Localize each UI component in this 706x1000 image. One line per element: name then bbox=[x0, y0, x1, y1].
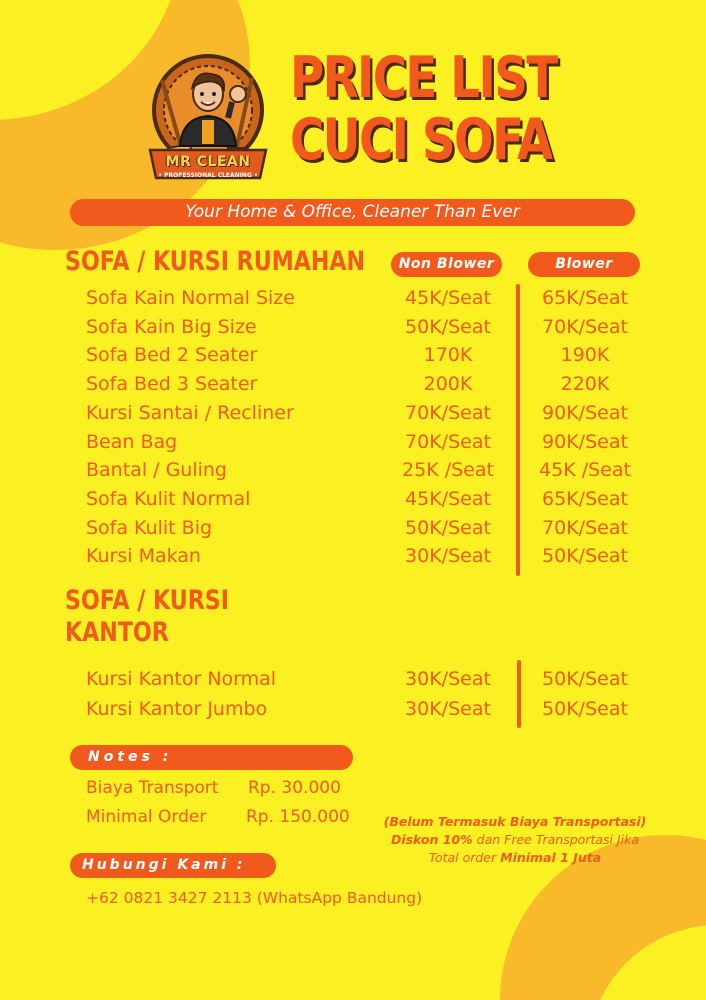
remark-line-1: (Belum Termasuk Biaya Transportasi) bbox=[383, 814, 647, 829]
item-name: Sofa Kulit Normal bbox=[86, 487, 251, 510]
price-non-blower: 30K/Seat bbox=[405, 545, 491, 568]
price-non-blower: 30K/Seat bbox=[405, 668, 491, 690]
price-non-blower: 50K/Seat bbox=[405, 516, 491, 539]
price-blower: 65K/Seat bbox=[542, 287, 628, 309]
price-row bbox=[0, 542, 706, 571]
item-name: Sofa Bed 2 Seater bbox=[86, 344, 258, 367]
price-blower: 65K/Seat bbox=[542, 487, 628, 510]
section-heading-office-line-1: SOFA / KURSI bbox=[65, 585, 229, 616]
tagline-banner: Your Home & Office, Cleaner Than Ever bbox=[70, 199, 635, 226]
remark-line-2 bbox=[355, 831, 675, 849]
remark-minimum: Minimal 1 Juta bbox=[500, 850, 602, 865]
price-non-blower: 45K/Seat bbox=[405, 487, 491, 510]
price-non-blower: 70K/Seat bbox=[405, 430, 491, 453]
price-row bbox=[0, 665, 706, 694]
price-row bbox=[0, 399, 706, 428]
logo-brand-text: MR CLEAN bbox=[165, 154, 251, 170]
price-row bbox=[0, 428, 706, 457]
logo-subtitle-text: • PROFESSIONAL CLEANING • bbox=[158, 172, 258, 179]
price-blower: 90K/Seat bbox=[542, 401, 628, 424]
column-header-blower: Blower bbox=[528, 252, 640, 277]
price-blower: 70K/Seat bbox=[542, 315, 628, 338]
section-heading-home: SOFA / KURSI RUMAHAN bbox=[65, 246, 366, 277]
price-non-blower: 50K/Seat bbox=[405, 315, 491, 338]
notes-heading: Notes : bbox=[70, 745, 353, 770]
price-blower: 190K bbox=[560, 344, 610, 367]
column-header-non-blower: Non Blower bbox=[391, 252, 502, 277]
item-name: Sofa Kain Big Size bbox=[86, 315, 257, 338]
price-row bbox=[0, 370, 706, 399]
item-name: Sofa Kulit Big bbox=[86, 516, 213, 539]
section-heading-office bbox=[65, 585, 229, 649]
remark-discount: Diskon 10% bbox=[390, 832, 473, 847]
price-blower: 50K/Seat bbox=[542, 668, 628, 690]
contact-heading: Hubungi Kami : bbox=[70, 853, 276, 878]
section-heading-office-line-2: KANTOR bbox=[65, 617, 169, 648]
price-non-blower: 30K/Seat bbox=[405, 698, 491, 720]
mr-clean-logo bbox=[146, 50, 270, 186]
price-blower: 45K /Seat bbox=[539, 459, 631, 482]
item-name: Kursi Santai / Recliner bbox=[86, 401, 294, 424]
price-blower: 50K/Seat bbox=[542, 545, 628, 568]
price-blower: 50K/Seat bbox=[542, 698, 628, 720]
price-non-blower: 170K bbox=[423, 344, 473, 367]
price-row bbox=[0, 341, 706, 370]
price-blower: 90K/Seat bbox=[542, 430, 628, 453]
price-non-blower: 25K /Seat bbox=[402, 459, 494, 482]
price-non-blower: 45K/Seat bbox=[405, 287, 491, 309]
price-blower: 70K/Seat bbox=[542, 516, 628, 539]
min-order-value: Rp. 150.000 bbox=[246, 807, 350, 827]
price-row bbox=[0, 485, 706, 514]
title-line-1: PRICE LIST bbox=[290, 45, 557, 111]
price-non-blower: 70K/Seat bbox=[405, 401, 491, 424]
min-order-label: Minimal Order bbox=[86, 807, 207, 827]
remark-line-3-text: Total order bbox=[428, 850, 501, 865]
price-non-blower: 200K bbox=[423, 373, 473, 396]
price-row bbox=[0, 514, 706, 543]
price-row bbox=[0, 284, 706, 313]
price-row bbox=[0, 695, 706, 724]
price-row bbox=[0, 313, 706, 342]
item-name: Kursi Makan bbox=[86, 545, 201, 568]
item-name: Bean Bag bbox=[86, 430, 178, 453]
remark-line-3 bbox=[355, 849, 675, 867]
item-name: Kursi Kantor Normal bbox=[86, 668, 277, 690]
item-name: Sofa Bed 3 Seater bbox=[86, 373, 258, 396]
price-blower: 220K bbox=[560, 373, 610, 396]
price-row bbox=[0, 456, 706, 485]
transport-value: Rp. 30.000 bbox=[248, 778, 341, 798]
item-name: Bantal / Guling bbox=[86, 459, 227, 482]
contact-phone[interactable]: +62 0821 3427 2113 (WhatsApp Bandung) bbox=[86, 889, 423, 907]
item-name: Kursi Kantor Jumbo bbox=[86, 698, 268, 720]
remark-line-2-text: dan Free Transportasi Jika bbox=[472, 832, 640, 847]
item-name: Sofa Kain Normal Size bbox=[86, 287, 295, 309]
page-title bbox=[290, 45, 557, 173]
transport-label: Biaya Transport bbox=[86, 778, 219, 798]
title-line-2: CUCI SOFA bbox=[290, 107, 552, 173]
